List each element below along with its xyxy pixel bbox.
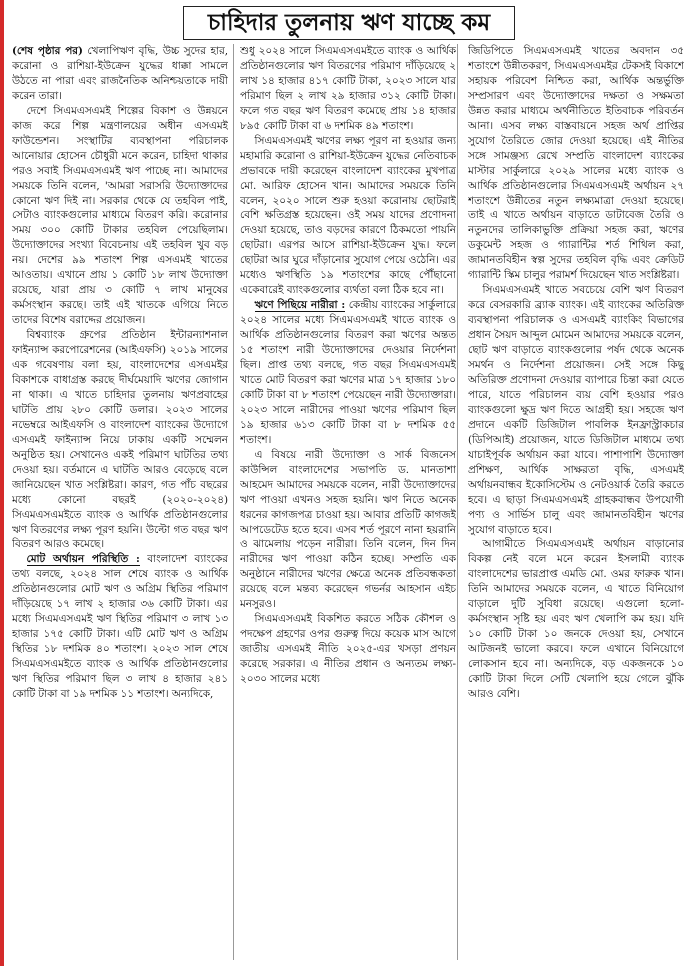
headline (183, 6, 515, 40)
paragraph: সিএমএসএমই ঋণের লক্ষ্য পূরণ না হওয়ার জন্য মহামারি করোনা ও রাশিয়া-ইউক্রেন যুদ্ধের নেতিবাচক প্রভাবকে দায়ী করেছেন বাংলাদেশ ব্যাংকের মুখপাত্র মো. আরিফ হোসেন খান। আমাদের সময়কে তিনি বলেন, ২০২০ সালে শুরু হওয়া করোনায় ছোটরাই বেশি ক্ষতিগ্রস্ত হয়েছেন। ওই সময় যাদের প্রণোদনা দেওয়া হয়েছে, তাও বড়দের কারণে ঠিকমতো পায়নি ছোটরা। এরপর আসে রাশিয়া-ইউক্রেন যুদ্ধ। ফলে ছোটরা আর ঘুরে দাঁড়ানোর সুযোগ পেয়ে ওঠেনি। এর মধ্যেও ঋণস্থিতি ১৯ শতাংশের কাছে পৌঁছানো একেবারেই ব্যাংকগুলোর ব্যর্থতা বলা ঠিক হবে না। (240, 134, 456, 297)
paragraph: মোট অর্থায়ন পরিস্থিতি : বাংলাদেশ ব্যাংকের তথ্য বলছে, ২০২৪ সাল শেষে ব্যাংক ও আর্থিক প্রতিষ্ঠানগুলোর মোট ঋণ ও অগ্রিম স্থিতির পরিমাণ দাঁড়িয়েছে ১৭ লাখ ২ হাজার ৩৬ কোটি টাকা। এর মধ্যে সিএমএসএমই ঋণ স্থিতির পরিমাণ ৩ লাখ ১৩ হাজার ১৭৫ কোটি টাকা। এটি মোট ঋণ ও অগ্রিম স্থিতির ১৮ দশমিক ৪০ শতাংশ। ২০২৩ সাল শেষে সিএমএসএমইতে ব্যাংক ও আর্থিক প্রতিষ্ঠানগুলোর ঋণ স্থিতির পরিমাণ ছিল ৩ লাখ ৪ হাজার ২৪১ কোটি টাকা বা ১৯ দশমিক ১১ শতাংশ। অন্যদিকে, (12, 553, 228, 700)
column-3 (468, 44, 684, 960)
column-2 (240, 44, 456, 960)
column-1 (12, 44, 228, 960)
paragraph: শুধু ২০২৪ সালে সিএমএসএমইতে ব্যাংক ও আর্থিক প্রতিষ্ঠানগুলোর ঋণ বিতরণের পরিমাণ দাঁড়িয়েছে ২ লাখ ১৪ হাজার ৪১৭ কোটি টাকা, ২০২৩ সালে যার পরিমাণ ছিল ২ লাখ ২৯ হাজার ৩১২ কোটি টাকা। ফলে গত বছর ঋণ বিতরণ কমেছে প্রায় ১৪ হাজার ৮৯৫ কোটি টাকা বা ৬ দশমিক ৪৯ শতাংশ। (240, 45, 456, 132)
article-body (12, 44, 684, 960)
paragraph: বিশ্বব্যাংক গ্রুপের প্রতিষ্ঠান ইন্টারন্যাশনাল ফাইন্যান্স করপোরেশনের (আইএফসি) ২০১৯ সালের এক গবেষণায় বলা হয়, বাংলাদেশের এসএমইর বিকাশকে বাধাগ্রস্ত করছে দীর্ঘমেয়াদি ঋণের জোগান না থাকা। এ খাতে চাহিদার তুলনায় ঋণপ্রবাহের ঘাটতি প্রায় ২৮০ কোটি ডলার। ২০২৩ সালের নভেম্বরে আইএফসি ও বাংলাদেশ ব্যাংকের উদ্যোগে এসএমই ফাইন্যান্স নিয়ে ঢাকায় একটি সম্মেলন অনুষ্ঠিত হয়। সেখানেও একই পরিমাণ ঘাটতির তথ্য দেওয়া হয়। বর্তমানে এ ঘাটতি আরও বেড়েছে বলে জানিয়েছেন খাত সংশ্লিষ্টরা। কারণ, গত পাঁচ বছরের মধ্যে কোনো বছরই (২০২০-২০২৪) সিএমএসএমইতে ব্যাংক ও আর্থিক প্রতিষ্ঠানগুলোর ঋণ বিতরণের লক্ষ্য পূরণ হয়নি। উল্টো গত বছর ঋণ বিতরণ আরও কমেছে। (12, 329, 228, 551)
subheading-women-behind: ঋণে পিছিয়ে নারীরা : (254, 299, 346, 312)
paragraph: (শেষ পৃষ্ঠার পর) খেলাপিঋণ বৃদ্ধি, উচ্চ সুদের হার, করোনা ও রাশিয়া-ইউক্রেন যুদ্ধের ধাক্কা সামলে উঠতে না পারা এবং রাজনৈতিক অনিশ্চয়তাকে দায়ী করেন তারা। (12, 45, 228, 102)
paragraph: এ বিষয়ে নারী উদ্যোক্তা ও সার্ক বিজনেস কাউন্সিল বাংলাদেশের সভাপতি ড. মানতাশা আহমেদ আমাদের সময়কে বলেন, নারী উদ্যোক্তাদের ঋণ পাওয়া এখনও সহজ হয়নি। ঋণ নিতে অনেক ধরনের কাগজপত্র চাওয়া হয়। আবার প্রতিটি কাগজই আপডেটেড হতে হবে। এসব শর্ত পূরণে নানা হয়রানি ও ঝামেলায় পড়েন নারীরা। তিনি বলেন, দিন দিন নারীদের ঋণ পাওয়া কঠিন হচ্ছে। সম্প্রতি এক অনুষ্ঠানে নারীদের ঋণের ক্ষেত্রে অনেক প্রতিবন্ধকতা রয়েছে বলে মন্তব্য করেছেন গভর্নর আহসান এইচ মনসুরও। (240, 448, 456, 611)
paragraph: আগামীতে সিএমএসএমই অর্থায়ন বাড়ানোর বিকল্প নেই বলে মনে করেন ইসলামী ব্যাংক বাংলাদেশের ভারপ্রাপ্ত এমডি মো. ওমর ফারুক খান। তিনি আমাদের সময়কে বলেন, এ খাতে বিনিয়োগ বাড়ালে দুটি সুবিধা রয়েছে। এগুলো হলো- কর্মসংস্থান সৃষ্টি হয় এবং ঋণ খেলাপি কম হয়। যদি ১০ কোটি টাকা ১০ জনকে দেওয়া হয়, সেখানে আটজনই ভালো করবে। ফলে এখানে বিনিয়োগে লোকসান হবে না। অন্যদিকে, বড় একজনকে ১০ কোটি টাকা দিলে সেটি খেলাপি হয়ে গেলে ঝুঁকি আরও বেশি। (468, 538, 684, 700)
paragraph: সিএমএসএমই বিকশিত করতে সঠিক কৌশল ও পদক্ষেপ গ্রহণের ওপর গুরুত্ব দিয়ে কয়েক মাস আগে জাতীয় এসএমই নীতি ২০২৫-এর খসড়া প্রণয়ন করেছে সরকার। এ নীতির প্রধান ও অন্যতম লক্ষ্য- ২০৩০ সালের মধ্যে (240, 613, 456, 686)
paragraph: সিএমএসএমই খাতে সবচেয়ে বেশি ঋণ বিতরণ করে বেসরকারি ব্র্যাক ব্যাংক। এই ব্যাংকের অতিরিক্ত ব্যবস্থাপনা পরিচালক ও এসএমই ব্যাংকিং বিভাগের প্রধান সৈয়দ আব্দুল মোমেন আমাদের সময়কে বলেন, ছোট ঋণ বাড়াতে ব্যাংকগুলোর পর্ষদ থেকে অনেক সমর্থন ও নির্দেশনা প্রয়োজন। সেই সঙ্গে কিছু অতিরিক্ত প্রণোদনা দেওয়ার ব্যাপারে চিন্তা করা যেতে পারে, যাতে পরিচালন ব্যয় বেশি হওয়ার পরও ব্যাংকগুলো ক্ষুদ্র ঋণ দিতে আগ্রহী হয়। সহজে ঋণ প্রদানে একটি ডিজিটাল পাবলিক ইনফ্রাস্ট্রাকচার (ডিপিআই) প্রয়োজন, যাতে ডিজিটাল মাধ্যমে তথ্য যাচাইপূর্বক অর্থায়ন করা যাবে। পাশাপাশি উদ্যোক্তা প্রশিক্ষণ, আর্থিক সাক্ষরতা বৃদ্ধি, এসএমই অর্থায়নবান্ধব ইকোসিস্টেম ও নেটওয়ার্ক তৈরি করতে হবে। এ ছাড়া সিএমএসএমই গ্রাহকবান্ধব উপযোগী পণ্য ও সার্ভিস চালু এবং জামানতবিহীন ঋণের সুযোগ বাড়াতে হবে। (468, 284, 684, 536)
left-margin-rule (0, 0, 4, 966)
paragraph: দেশে সিএমএসএমই শিল্পের বিকাশ ও উন্নয়নে কাজ করে শিল্প মন্ত্রণালয়ের অধীন এসএমই ফাউন্ডেশন। সংস্থাটির ব্যবস্থাপনা পরিচালক আনোয়ার হোসেন চৌধুরী মনে করেন, চাহিদা থাকার পরও সবাই সিএমএসএমই ঋণ পাচ্ছে না। আমাদের সময়কে তিনি বলেন, 'আমরা সরাসরি উদ্যোক্তাদের কোনো ঋণ দিই না। সরকার থেকে যে তহবিল পাই, সেটাও ব্যাংকগুলোর মাধ্যমে বিতরণ করি। করোনার সময় ৩০০ কোটি টাকার তহবিল পেয়েছিলাম। উদ্যোক্তাদের সংখ্যা বিবেচনায় এই তহবিল খুব বড় নয়। দেশের ৯৯ শতাংশ শিল্প এসএমই খাতের আওতায়। এখানে প্রায় ১ কোটি ১৮ লাখ উদ্যোক্তা রয়েছে, যারা প্রায় ৩ কোটি ৭ লাখ মানুষের কর্মসংস্থান করছে। তাই এই খাতকে এগিয়ে নিতে তাদের বিশেষ বরাদ্দের প্রয়োজন। (12, 104, 228, 327)
subheading-total-financing: মোট অর্থায়ন পরিস্থিতি : (26, 553, 140, 566)
continuation-marker: (শেষ পৃষ্ঠার পর) (12, 45, 83, 57)
paragraph: ঋণে পিছিয়ে নারীরা : কেন্দ্রীয় ব্যাংকের সার্কুলারে ২০২৪ সালের মধ্যে সিএমএসএমই খাতে ব্যাংক ও আর্থিক প্রতিষ্ঠানগুলোর বিতরণ করা ঋণের অন্তত ১৫ শতাংশ নারী উদ্যোক্তাদের দেওয়ার নির্দেশনা ছিল। প্রাপ্ত তথ্য বলছে, গত বছর সিএমএসএমই খাতে মোট বিতরণ করা ঋণের মাত্র ১৭ হাজার ১৮০ কোটি টাকা বা ৮ শতাংশ পেয়েছেন নারী উদ্যোক্তারা। ২০২৩ সালে নারীদের পাওয়া ঋণের পরিমাণ ছিল ১৯ হাজার ৬১৩ কোটি টাকা বা ৮ দশমিক ৫৫ শতাংশ। (240, 299, 456, 446)
headline-text: চাহিদার তুলনায় ঋণ যাচ্ছে কম (207, 8, 491, 36)
paragraph: জিডিপিতে সিএমএসএমই খাতের অবদান ৩৫ শতাংশে উন্নীতকরণ, সিএমএসএমইর টেকসই বিকাশে সহায়ক পরিবেশ নিশ্চিত করা, আর্থিক অন্তর্ভুক্তি সম্প্রসারণ এবং উদ্যোক্তাদের দক্ষতা ও সক্ষমতা উন্নত করার মাধ্যমে অর্থনীতিতে ইতিবাচক পরিবর্তন আনা। এসব লক্ষ্য বাস্তবায়নে সহজ অর্থ প্রাপ্তির সুযোগ তৈরিতে জোর দেওয়া হয়েছে। এই নীতির সঙ্গে সামঞ্জস্য রেখে সম্প্রতি বাংলাদেশ ব্যাংকের মাস্টার সার্কুলারে ২০২৯ সালের মধ্যে ব্যাংক ও আর্থিক প্রতিষ্ঠানগুলোর সিএমএসএমই অর্থায়ন ২৭ শতাংশে উন্নীতের নতুন লক্ষ্যমাত্রা দেওয়া হয়েছে। তাই এ খাতে অর্থায়ন বাড়াতে ডাটাবেজ তৈরি ও নতুনদের তালিকাভুক্তি প্রক্রিয়া সহজ করা, ঋণের ডকুমেন্ট সহজ ও গ্যারান্টির শর্ত শিথিল করা, জামানতবিহীন স্বল্প সুদের তহবিল বৃদ্ধি এবং ক্রেডিট গ্যারান্টি স্কিম চালুর পরামর্শ দিয়েছেন খাত সংশ্লিষ্টরা। (468, 45, 684, 282)
